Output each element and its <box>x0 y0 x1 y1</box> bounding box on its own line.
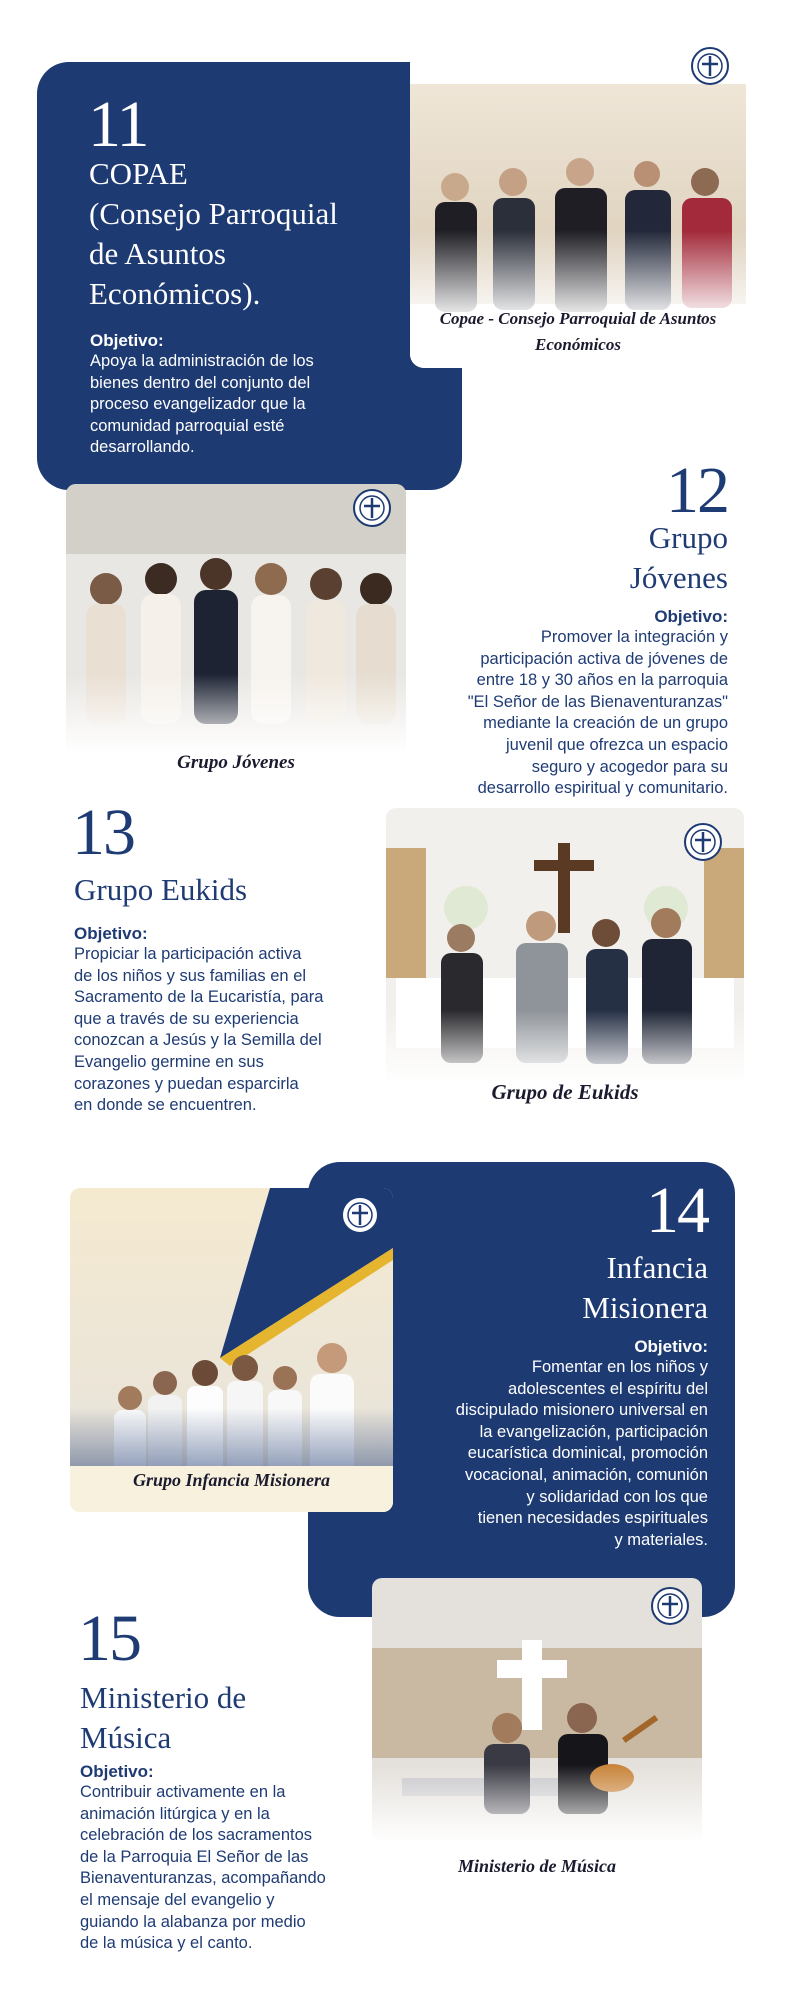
section-11-objective-label: Objetivo: <box>90 331 164 350</box>
section-12-objective: Promover la integración y participación activa de jóvenes de entre 18 y 30 años en la parroquia "El Señor de las Bienaventuranzas" mediante la creación de un grupo juvenil que ofrezca un espacio seguro y acogedor para su desarrollo espiritual y comunitario. <box>467 628 728 798</box>
photo-copae-caption: Copae - Consejo Parroquial de Asuntos Económicos <box>439 309 717 354</box>
section-12-number: 12 <box>666 454 728 527</box>
parish-seal-icon <box>650 1586 690 1626</box>
parish-seal-icon <box>683 822 723 862</box>
section-13-title: Grupo Eukids <box>74 872 248 907</box>
section-15-objective-label: Objetivo: <box>80 1762 154 1781</box>
section-12-title: Grupo Jóvenes <box>629 520 728 595</box>
section-11-objective: Apoya la administración de los bienes dentro del conjunto del proceso evangelizador que la comunidad parroquial esté desarrollando. <box>90 352 314 457</box>
section-15-title: Ministerio de Música <box>80 1680 247 1755</box>
section-13-objective-label: Objetivo: <box>74 924 148 943</box>
parish-seal-icon <box>690 46 730 86</box>
section-15-number: 15 <box>78 1602 140 1675</box>
section-13-number: 13 <box>72 796 134 869</box>
section-13-objective: Propiciar la participación activa de los niños y sus familias en el Sacramento de la Eucaristía, para que a través de su experiencia conozcan a Jesús y la Semilla del Evangelio germine en sus corazones y puedan esparcirla en donde se encuentren. <box>74 945 324 1115</box>
section-12-objective-label: Objetivo: <box>654 607 728 626</box>
photo-eukids-caption: Grupo de Eukids <box>491 1080 639 1104</box>
photo-infancia-misionera-caption: Grupo Infancia Misionera <box>132 1470 331 1490</box>
photo-jovenes <box>66 484 406 790</box>
section-14-title: Infancia Misionera <box>582 1250 708 1325</box>
parish-seal-icon <box>340 1195 380 1235</box>
section-14-number: 14 <box>646 1174 708 1247</box>
photo-ministerio-musica <box>372 1578 702 1900</box>
photo-copae <box>410 62 746 368</box>
parish-seal-icon <box>352 488 392 528</box>
section-14-objective: Fomentar en los niños y adolescentes el espíritu del discipulado misionero universal en la evangelización, participación eucarística dominical, promoción vocacional, animación, comunión y solidaridad con los que tienen necesidades espirituales y materiales. <box>455 1358 708 1549</box>
section-15-objective: Contribuir activamente en la animación litúrgica y en la celebración de los sacramentos de la Parroquia El Señor de las Bienaventuranzas, acompañando el mensaje del evangelio y guiando la alabanza por medio de la música y el canto. <box>80 1783 326 1953</box>
section-11-title: COPAE (Consejo Parroquial de Asuntos Económicos). <box>89 156 338 311</box>
photo-infancia-misionera <box>70 1188 393 1512</box>
section-11-number: 11 <box>88 88 148 161</box>
section-14-objective-label: Objetivo: <box>634 1337 708 1356</box>
photo-ministerio-musica-caption: Ministerio de Música <box>457 1856 617 1876</box>
photo-jovenes-caption: Grupo Jóvenes <box>177 752 295 773</box>
